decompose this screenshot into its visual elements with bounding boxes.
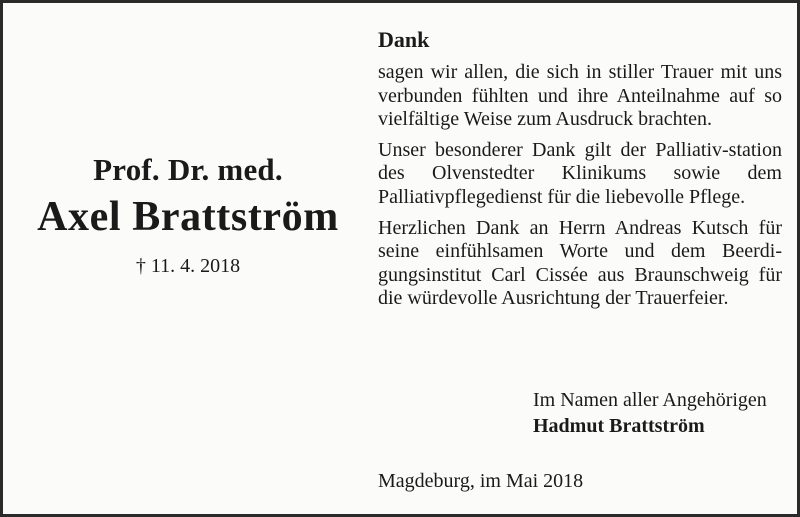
deceased-block: [21, 151, 355, 279]
thanks-paragraph: Herzlichen Dank an Herrn Andreas Kutsch für seine einfühlsamen Worte und dem Beerdi-gungsinstitut Carl Cissée aus Braunschweig für die würdevolle Ausrichtung der Trauerfeier.: [378, 216, 782, 310]
signature-block: [533, 387, 767, 439]
thanks-paragraph: Unser besonderer Dank gilt der Palliativ-station des Olvenstedter Klinikums sowie dem Palliativpflegedienst für die liebevolle Pflege.: [378, 138, 782, 208]
deceased-name: Axel Brattström: [37, 194, 339, 240]
thanks-block: [378, 25, 782, 318]
signature-intro: Im Namen aller Angehörigen: [533, 389, 767, 411]
thanks-heading: Dank: [378, 27, 430, 52]
signer-name: Hadmut Brattström: [533, 415, 705, 437]
deceased-title: Prof. Dr. med.: [93, 152, 283, 187]
death-date: † 11. 4. 2018: [135, 255, 241, 277]
thanks-paragraph: sagen wir allen, die sich in stiller Trauer mit uns verbunden fühlten und ihre Anteilnahme auf so vielfältige Weise zum Ausdruck brachten.: [378, 61, 782, 131]
place-and-date: Magdeburg, im Mai 2018: [378, 470, 584, 492]
